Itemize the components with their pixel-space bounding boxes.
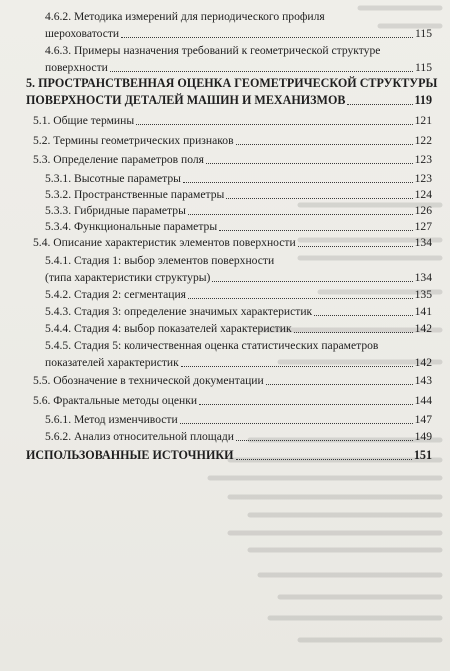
toc-chapter-title: ИСПОЛЬЗОВАННЫЕ ИСТОЧНИКИ [26, 448, 234, 462]
toc-chapter-5-line1 [26, 76, 437, 91]
leader-dots [294, 331, 413, 333]
toc-entry-text: 5.1. Общие термины [33, 114, 135, 127]
leader-dots [180, 422, 413, 424]
toc-entry-text: 5.4.3. Стадия 3: определение значимых характеристик [45, 305, 313, 318]
leader-dots [298, 245, 413, 247]
toc-entry-text: 4.6.2. Методика измерений для периодического профиля [45, 10, 325, 23]
toc-page-number: 121 [414, 114, 432, 127]
leader-dots [206, 162, 413, 164]
toc-entry-5-4-2 [45, 287, 432, 302]
toc-entry-4-6-2-line1 [45, 9, 325, 24]
toc-entry-5-4 [33, 235, 432, 250]
toc-page-number: 143 [414, 374, 432, 387]
leader-dots [188, 297, 413, 299]
toc-page-number: 115 [415, 27, 432, 40]
toc-entry-5-6 [33, 393, 432, 408]
toc-entry-5-4-5 [45, 355, 432, 370]
leader-dots [236, 439, 413, 441]
toc-entry-text: 5.4.2. Стадия 2: сегментация [45, 288, 186, 301]
leader-dots [121, 36, 413, 38]
toc-entry-text: 5.3.2. Пространственные параметры [45, 188, 225, 201]
toc-entry-text: 5.3.3. Гибридные параметры [45, 204, 186, 217]
toc-entry-text: 5.3. Определение параметров поля [33, 153, 205, 166]
toc-entry-text: шероховатости [45, 27, 120, 40]
toc-entry-text: 5.4.1. Стадия 1: выбор элементов поверхности [45, 254, 275, 267]
toc-page-number: 147 [414, 413, 432, 426]
toc-page-number: 126 [414, 204, 432, 217]
toc-page-number: 151 [413, 448, 432, 462]
toc-page-number: 142 [414, 322, 432, 335]
toc-entry-text: (типа характеристики структуры) [45, 271, 211, 284]
leader-dots [188, 213, 413, 215]
toc-entry-5-4-1 [45, 270, 432, 285]
leader-dots [314, 314, 412, 316]
toc-entry-text: 5.3.1. Высотные параметры [45, 172, 181, 185]
leader-dots [181, 365, 413, 367]
toc-entry-5-6-2 [45, 429, 432, 444]
toc-entry-text: поверхности [45, 61, 108, 74]
toc-page-number: 141 [414, 305, 432, 318]
toc-chapter-5 [26, 93, 432, 108]
toc-entry-text: 5.5. Обозначение в технической документации [33, 374, 264, 387]
toc-entry-text: 5.6.1. Метод изменчивости [45, 413, 178, 426]
toc-page-number: 134 [414, 271, 432, 284]
leader-dots [136, 123, 413, 125]
toc-entry-5-4-5-line1 [45, 338, 378, 353]
toc-page-number: 119 [414, 93, 432, 107]
toc-entry-5-4-1-line1 [45, 253, 274, 268]
toc-page-number: 135 [414, 288, 432, 301]
toc-page-number: 122 [414, 134, 432, 147]
toc-entry-5-3-1 [45, 171, 432, 186]
toc-entry-5-3-4 [45, 219, 432, 234]
toc-page-number: 124 [414, 188, 432, 201]
leader-dots [266, 383, 413, 385]
toc-entry-5-6-1 [45, 412, 432, 427]
toc-entry-text: 5.3.4. Функциональные параметры [45, 220, 218, 233]
toc-entry-4-6-2 [45, 26, 432, 41]
toc-page-number: 144 [414, 394, 432, 407]
toc-entry-text: 4.6.3. Примеры назначения требований к геометрической структуре [45, 44, 381, 57]
toc-entry-4-6-3 [45, 60, 432, 75]
toc-sources [26, 448, 432, 463]
toc-page-number: 134 [414, 236, 432, 249]
toc-entry-5-4-4 [45, 321, 432, 336]
toc-chapter-title: ПОВЕРХНОСТИ ДЕТАЛЕЙ МАШИН И МЕХАНИЗМОВ [26, 93, 346, 107]
leader-dots [110, 70, 413, 72]
toc-entry-5-3 [33, 152, 432, 167]
toc-entry-5-2 [33, 133, 432, 148]
toc-page-number: 123 [414, 172, 432, 185]
toc-entry-text: 5.2. Термины геометрических признаков [33, 134, 234, 147]
toc-entry-5-3-2 [45, 187, 432, 202]
toc-page-number: 115 [415, 61, 432, 74]
toc-entry-text: 5.6.2. Анализ относительной площади [45, 430, 234, 443]
toc-entry-5-3-3 [45, 203, 432, 218]
toc-entry-text: 5.4.5. Стадия 5: количественная оценка статистических параметров [45, 339, 379, 352]
toc-entry-5-1 [33, 113, 432, 128]
toc-page-number: 127 [414, 220, 432, 233]
leader-dots [212, 280, 412, 282]
leader-dots [199, 403, 413, 405]
toc-entry-text: 5.6. Фрактальные методы оценки [33, 394, 198, 407]
toc-page-number: 142 [414, 356, 432, 369]
leader-dots [219, 229, 412, 231]
toc-entry-5-5 [33, 373, 432, 388]
leader-dots [236, 143, 413, 145]
toc-page-number: 123 [414, 153, 432, 166]
toc-entry-text: 5.4. Описание характеристик элементов поверхности [33, 236, 296, 249]
toc-page-number: 149 [414, 430, 432, 443]
toc-entry-5-4-3 [45, 304, 432, 319]
leader-dots [226, 197, 412, 199]
leader-dots [347, 103, 412, 105]
leader-dots [183, 181, 413, 183]
toc-entry-text: показателей характеристик [45, 356, 179, 369]
toc-entry-4-6-3-line1 [45, 43, 380, 58]
toc-entry-text: 5.4.4. Стадия 4: выбор показателей характеристик [45, 322, 292, 335]
toc-chapter-title: 5. ПРОСТРАНСТВЕННАЯ ОЦЕНКА ГЕОМЕТРИЧЕСКОЙ СТРУКТУРЫ [26, 76, 438, 90]
leader-dots [236, 458, 412, 460]
